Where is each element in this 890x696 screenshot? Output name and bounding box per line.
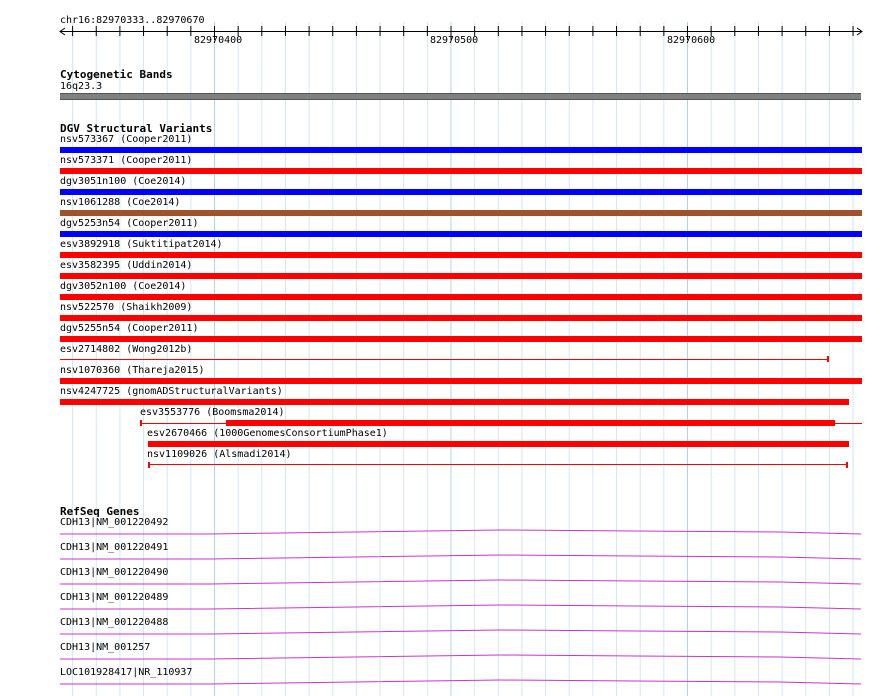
variant-line[interactable] xyxy=(60,359,829,360)
gene-label: CDH13|NM_001257 xyxy=(60,642,151,653)
variant-bar[interactable] xyxy=(60,378,862,384)
variant-label: nsv573367 (Cooper2011) xyxy=(60,134,193,145)
gene-label: CDH13|NM_001220491 xyxy=(60,542,169,553)
ruler-tick-label-3: 82970600 xyxy=(667,35,716,46)
variant-label: dgv3052n100 (Coe2014) xyxy=(60,281,187,292)
gene-model[interactable] xyxy=(60,579,861,585)
variant-line[interactable] xyxy=(150,464,847,465)
variant-bar[interactable] xyxy=(60,399,849,405)
ruler-tick-label-2: 82970500 xyxy=(430,35,479,46)
variant-label: nsv522570 (Shaikh2009) xyxy=(60,302,193,313)
gene-label: LOC101928417|NR_110937 xyxy=(60,667,193,678)
gene-model[interactable] xyxy=(60,529,861,535)
gene-label: CDH13|NM_001220489 xyxy=(60,592,169,603)
gene-label: CDH13|NM_001220490 xyxy=(60,567,169,578)
variant-start-cap xyxy=(148,462,150,468)
variant-bar[interactable] xyxy=(148,441,849,447)
variant-label: esv3553776 (Boomsma2014) xyxy=(140,407,285,418)
gene-model[interactable] xyxy=(60,604,861,610)
ruler-tick-label-1: 82970400 xyxy=(194,35,243,46)
variant-bar[interactable] xyxy=(60,336,862,342)
variant-label: esv2714802 (Wong2012b) xyxy=(60,344,193,355)
variant-bar[interactable] xyxy=(60,252,862,258)
variant-label: esv2670466 (1000GenomesConsortiumPhase1) xyxy=(147,428,388,439)
variant-label: nsv1109026 (Alsmadi2014) xyxy=(147,449,292,460)
cytoband-track-title: Cytogenetic Bands xyxy=(60,68,173,81)
gene-label: CDH13|NM_001220488 xyxy=(60,617,169,628)
cytoband-label: 16q23.3 xyxy=(60,81,103,92)
gene-model[interactable] xyxy=(60,679,861,685)
variant-end-cap xyxy=(846,462,848,468)
gene-model[interactable] xyxy=(60,629,861,635)
variant-label: dgv5253n54 (Cooper2011) xyxy=(60,218,199,229)
variant-line[interactable] xyxy=(142,423,226,424)
variant-label: nsv573371 (Cooper2011) xyxy=(60,155,193,166)
variant-bar[interactable] xyxy=(60,189,862,195)
variant-bar[interactable] xyxy=(60,147,862,153)
gene-label: CDH13|NM_001220492 xyxy=(60,517,169,528)
refseq-track-title: RefSeq Genes xyxy=(60,505,140,518)
variant-label: nsv1070360 (Thareja2015) xyxy=(60,365,205,376)
variant-label: dgv3051n100 (Coe2014) xyxy=(60,176,187,187)
variant-end-cap xyxy=(827,356,829,362)
variant-label: esv3582395 (Uddin2014) xyxy=(60,260,193,271)
variant-label: nsv4247725 (gnomADStructuralVariants) xyxy=(60,386,283,397)
variant-bar[interactable] xyxy=(60,294,862,300)
variant-bar[interactable] xyxy=(60,315,862,321)
gene-model[interactable] xyxy=(60,654,861,660)
dgv-track-title: DGV Structural Variants xyxy=(60,122,213,135)
variant-bar[interactable] xyxy=(226,420,835,426)
gene-model[interactable] xyxy=(60,554,861,560)
variant-bar[interactable] xyxy=(60,168,862,174)
variant-bar[interactable] xyxy=(60,210,862,216)
variant-label: dgv5255n54 (Cooper2011) xyxy=(60,323,199,334)
variant-bar[interactable] xyxy=(60,273,862,279)
region-label: chr16:82970333..82970670 xyxy=(60,15,205,26)
cytoband-bar[interactable] xyxy=(60,93,861,100)
variant-label: esv3892918 (Suktitipat2014) xyxy=(60,239,223,250)
variant-label: nsv1061288 (Coe2014) xyxy=(60,197,181,208)
variant-bar[interactable] xyxy=(60,231,862,237)
variant-line[interactable] xyxy=(835,423,862,424)
